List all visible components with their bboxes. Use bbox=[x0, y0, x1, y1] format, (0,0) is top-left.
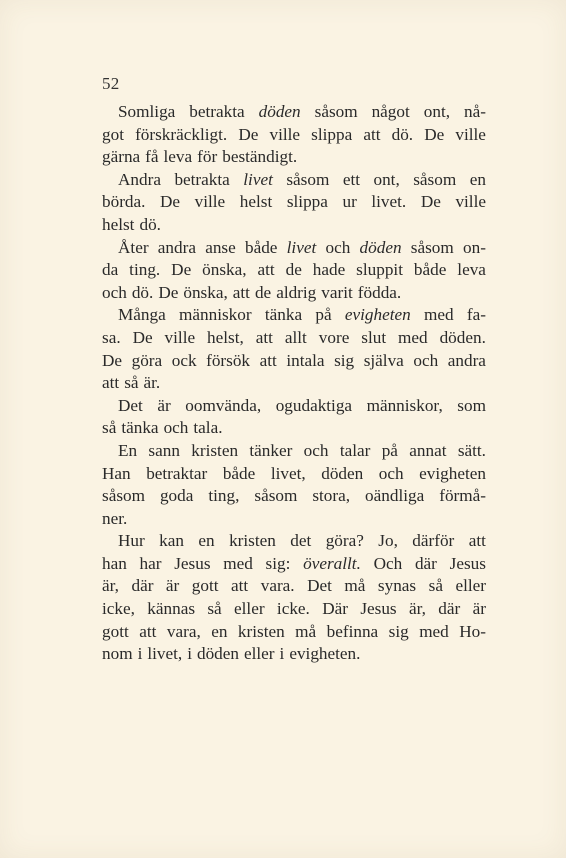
word: så bbox=[102, 418, 117, 438]
word: de bbox=[254, 282, 272, 302]
word: stora, bbox=[312, 486, 351, 506]
word: goda bbox=[159, 486, 194, 506]
word: ville bbox=[455, 124, 486, 144]
word: kristen bbox=[191, 440, 239, 460]
word: att bbox=[102, 373, 120, 393]
word: är, bbox=[408, 599, 426, 619]
text-line bbox=[102, 508, 486, 531]
word: oändliga bbox=[365, 486, 425, 506]
word: talar bbox=[339, 440, 371, 460]
word: Åter bbox=[118, 237, 149, 257]
word: och bbox=[325, 237, 351, 257]
word: vara. bbox=[260, 576, 295, 596]
word: sluppit bbox=[356, 260, 403, 280]
body-text bbox=[102, 101, 486, 666]
word: för bbox=[197, 147, 218, 167]
word: önska, bbox=[202, 260, 247, 280]
word: att bbox=[139, 621, 157, 641]
text-line bbox=[102, 282, 486, 305]
word: ville bbox=[194, 192, 226, 212]
word: eller bbox=[455, 576, 486, 596]
word: eller bbox=[244, 644, 275, 664]
word: anse bbox=[205, 237, 236, 257]
word: ner. bbox=[102, 508, 128, 528]
word: livet, bbox=[270, 463, 306, 483]
word: och bbox=[163, 418, 189, 438]
word: med bbox=[223, 553, 253, 573]
word: aldrig bbox=[276, 282, 317, 302]
word: må bbox=[344, 576, 366, 596]
italic-word: livet bbox=[286, 237, 317, 257]
word: förskräckligt. bbox=[135, 124, 228, 144]
word: synas bbox=[377, 576, 417, 596]
text-line bbox=[102, 463, 486, 486]
text-line bbox=[102, 575, 486, 598]
word: helst, bbox=[207, 327, 244, 347]
word: både bbox=[222, 463, 256, 483]
word: leva bbox=[457, 260, 486, 280]
word: Där bbox=[322, 599, 348, 619]
word: önska, bbox=[183, 282, 228, 302]
text-line bbox=[102, 643, 486, 666]
word: människor bbox=[179, 305, 252, 325]
text-line bbox=[102, 327, 486, 350]
word: oomvända, bbox=[185, 395, 262, 415]
word: försök bbox=[206, 350, 251, 370]
word: att bbox=[259, 350, 277, 370]
text-line bbox=[102, 372, 486, 395]
text-line bbox=[102, 485, 486, 508]
word: kristen bbox=[237, 621, 285, 641]
word: allt bbox=[284, 327, 307, 347]
word: att bbox=[468, 531, 486, 551]
word: döden bbox=[196, 644, 239, 664]
word: såsom bbox=[102, 486, 145, 506]
word: intala bbox=[286, 350, 325, 370]
word: få bbox=[145, 147, 159, 167]
word: och bbox=[413, 350, 439, 370]
word: da bbox=[102, 260, 119, 280]
word: andra bbox=[447, 350, 486, 370]
word: leva bbox=[163, 147, 193, 167]
word: sig bbox=[334, 350, 355, 370]
word: nom bbox=[102, 644, 133, 664]
word: ont, bbox=[423, 102, 451, 121]
word: De bbox=[238, 124, 259, 144]
word: Andra bbox=[118, 169, 161, 189]
word: Han bbox=[102, 463, 131, 483]
word: ville bbox=[164, 327, 196, 347]
word: slippa bbox=[286, 192, 328, 212]
word: dö. bbox=[139, 214, 161, 234]
word: andra bbox=[157, 237, 196, 257]
word: där bbox=[414, 553, 437, 573]
word: människor, bbox=[366, 395, 443, 415]
word: med bbox=[419, 621, 449, 641]
word: döden bbox=[321, 463, 364, 483]
italic-word: evigheten bbox=[344, 305, 411, 325]
word: en bbox=[198, 531, 215, 551]
word: såsom bbox=[254, 486, 298, 506]
text-line bbox=[102, 101, 486, 124]
text-line bbox=[102, 350, 486, 373]
word: sig: bbox=[265, 553, 291, 573]
word: vara, bbox=[166, 621, 201, 641]
page-number: 52 bbox=[102, 74, 120, 93]
word: Jesus bbox=[174, 553, 211, 573]
word: där bbox=[131, 576, 154, 596]
word: ting. bbox=[129, 260, 161, 280]
word: att bbox=[232, 282, 250, 302]
word: De bbox=[171, 260, 192, 280]
text-line bbox=[102, 237, 486, 260]
word: fa- bbox=[466, 305, 486, 325]
word: Det bbox=[118, 395, 143, 415]
word: dö. bbox=[391, 124, 414, 144]
word: tala. bbox=[193, 418, 223, 438]
word: Det bbox=[307, 576, 332, 596]
word: En bbox=[118, 440, 138, 460]
word: ock bbox=[171, 350, 197, 370]
word: och bbox=[303, 440, 329, 460]
word: De bbox=[158, 282, 179, 302]
word: såsom bbox=[314, 102, 358, 121]
word: och bbox=[102, 282, 127, 302]
word: med bbox=[398, 327, 428, 347]
word: De bbox=[132, 327, 153, 347]
word: på bbox=[315, 305, 332, 325]
word: eller bbox=[234, 599, 265, 619]
word: han bbox=[102, 553, 127, 573]
text-line bbox=[102, 553, 486, 576]
word: är, bbox=[102, 576, 119, 596]
word: gärna bbox=[102, 147, 141, 167]
word: Många bbox=[118, 305, 166, 325]
text-line bbox=[102, 214, 486, 237]
text-line bbox=[102, 169, 486, 192]
word: det bbox=[290, 531, 312, 551]
word: förmå- bbox=[439, 486, 486, 506]
italic-word: överallt. bbox=[303, 553, 361, 573]
word: där bbox=[438, 599, 461, 619]
word: Ho- bbox=[459, 621, 486, 641]
italic-word: döden bbox=[258, 102, 301, 121]
word: kan bbox=[159, 531, 184, 551]
word: må bbox=[295, 621, 317, 641]
word: tänka bbox=[264, 305, 303, 325]
word: ur bbox=[342, 192, 357, 212]
word: själva bbox=[363, 350, 404, 370]
word: De bbox=[160, 192, 181, 212]
word: födda. bbox=[357, 282, 402, 302]
word: befinna bbox=[326, 621, 379, 641]
word: en bbox=[469, 169, 486, 189]
word: något bbox=[371, 102, 410, 121]
word: evigheten. bbox=[289, 644, 361, 664]
word: varit bbox=[321, 282, 353, 302]
word: såsom bbox=[286, 169, 330, 189]
word: Hur bbox=[118, 531, 145, 551]
text-line bbox=[102, 304, 486, 327]
word: både bbox=[244, 237, 278, 257]
text-line bbox=[102, 124, 486, 147]
word: Jesus bbox=[449, 553, 486, 573]
word: såsom bbox=[413, 169, 457, 189]
word: Somliga bbox=[118, 102, 176, 121]
word: och bbox=[378, 463, 404, 483]
word: de bbox=[285, 260, 302, 280]
word: är bbox=[472, 599, 486, 619]
word: ogudaktiga bbox=[275, 395, 353, 415]
word: slut bbox=[361, 327, 387, 347]
word: att bbox=[231, 576, 249, 596]
word: en bbox=[211, 621, 228, 641]
word: är. bbox=[143, 373, 161, 393]
text-line bbox=[102, 440, 486, 463]
word: i bbox=[137, 644, 143, 664]
word: är bbox=[157, 395, 171, 415]
word: sa. bbox=[102, 327, 121, 347]
text-line bbox=[102, 417, 486, 440]
word: både bbox=[413, 260, 447, 280]
word: dö. bbox=[131, 282, 154, 302]
word: beständigt. bbox=[222, 147, 298, 167]
word: Jesus bbox=[360, 599, 397, 619]
word: ville bbox=[455, 192, 486, 212]
word: kristen bbox=[229, 531, 276, 551]
word: därför bbox=[412, 531, 455, 551]
word: betrakta bbox=[189, 102, 245, 121]
word: livet, bbox=[147, 644, 183, 664]
word: De bbox=[424, 124, 445, 144]
text-line bbox=[102, 146, 486, 169]
word: att bbox=[363, 124, 381, 144]
italic-word: döden bbox=[359, 237, 402, 257]
text-line bbox=[102, 530, 486, 553]
word: kännas bbox=[147, 599, 196, 619]
word: göra bbox=[131, 350, 163, 370]
word: gott bbox=[191, 576, 219, 596]
word: got bbox=[102, 124, 124, 144]
word: helst bbox=[102, 214, 135, 234]
text-line bbox=[102, 259, 486, 282]
text-line bbox=[102, 598, 486, 621]
word: De bbox=[102, 350, 123, 370]
word: med bbox=[424, 305, 454, 325]
word: hade bbox=[312, 260, 346, 280]
word: Jo, bbox=[378, 531, 398, 551]
word: sann bbox=[148, 440, 180, 460]
word: sätt. bbox=[457, 440, 486, 460]
word: att bbox=[257, 260, 275, 280]
word: slippa bbox=[311, 124, 353, 144]
word: icke, bbox=[102, 599, 135, 619]
word: är bbox=[165, 576, 180, 596]
word: så bbox=[207, 599, 222, 619]
word: ting, bbox=[208, 486, 240, 506]
word: som bbox=[457, 395, 486, 415]
word: Och bbox=[373, 553, 403, 573]
word: på bbox=[381, 440, 398, 460]
word: nå- bbox=[464, 102, 486, 121]
text-line bbox=[102, 191, 486, 214]
word: icke. bbox=[276, 599, 310, 619]
word: börda. bbox=[102, 192, 146, 212]
word: on- bbox=[463, 237, 486, 257]
italic-word: livet bbox=[243, 169, 273, 189]
word: annat bbox=[409, 440, 447, 460]
word: sig bbox=[388, 621, 409, 641]
word: i bbox=[279, 644, 285, 664]
word: livet. bbox=[371, 192, 407, 212]
word: döden. bbox=[439, 327, 486, 347]
word: göra? bbox=[325, 531, 364, 551]
word: tänka bbox=[121, 418, 159, 438]
word: har bbox=[139, 553, 162, 573]
word: evigheten bbox=[419, 463, 486, 483]
word: De bbox=[420, 192, 441, 212]
word: ett bbox=[342, 169, 360, 189]
word: att bbox=[255, 327, 273, 347]
word: såsom bbox=[410, 237, 454, 257]
text-line bbox=[102, 395, 486, 418]
word: ont, bbox=[373, 169, 400, 189]
word: så bbox=[124, 373, 139, 393]
word: tänker bbox=[249, 440, 293, 460]
word: betrakta bbox=[174, 169, 230, 189]
word: så bbox=[428, 576, 443, 596]
word: i bbox=[187, 644, 192, 664]
word: vore bbox=[318, 327, 350, 347]
word: helst bbox=[239, 192, 273, 212]
word: ville bbox=[269, 124, 301, 144]
word: betraktar bbox=[146, 463, 208, 483]
word: gott bbox=[102, 621, 129, 641]
text-line bbox=[102, 621, 486, 644]
